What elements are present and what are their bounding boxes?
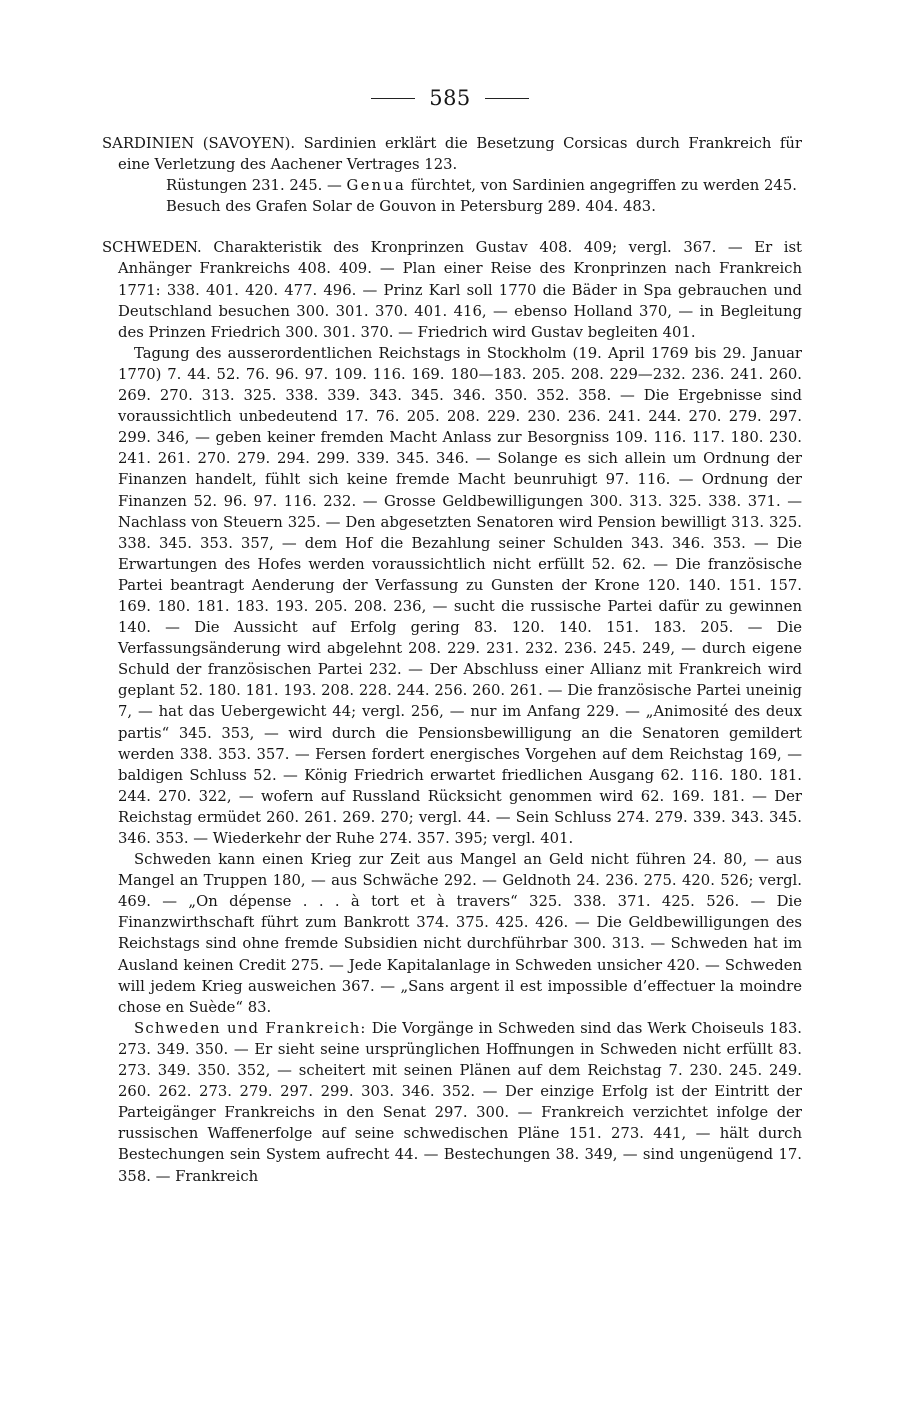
entry-heading: SARDINIEN (SAVOYEN). (102, 135, 296, 152)
paragraph (102, 1018, 802, 1187)
page-header (0, 86, 900, 110)
entry-heading: SCHWEDEN. (102, 239, 202, 257)
page-number: 585 (429, 86, 471, 110)
entry-text: Charakteristik des Kronprinzen Gustav 408. 409; vergl. 367. — Er ist Anhänger Frankreichs 408. 409. — Plan einer Reise des Kronprinzen nach Frankreich 1771: 338. 401. 420. 477. 496. — Prinz Karl soll 1770 die Bäder in Spa gebrauchen und Deutschland besuchen 300. 301. 370. 401. 416, — ebenso Holland 370, — in Begleitung des Prinzen Friedrich 300. 301. 370. — Friedrich wird Gustav begleiten 401. (118, 239, 802, 341)
entry-text: Rüstungen 231. 245. — (166, 177, 347, 195)
paragraph: Schweden kann einen Krieg zur Zeit aus Mangel an Geld nicht führen 24. 80, — aus Mangel an Truppen 180, — aus Schwäche 292. — Geldnoth 24. 236. 275. 420. 526; vergl. 469. — „On dépense . . . à tort et à travers“ 325. 338. 371. 425. 526. — Die Finanzwirthschaft führt zum Bankrott 374. 375. 425. 426. — Die Geldbewilligungen des Reichstags sind ohne fremde Subsidien nicht durchführbar 300. 313. — Schweden hat im Ausland keinen Credit 275. — Jede Kapitalanlage in Schweden unsicher 420. — Schweden will jedem Krieg ausweichen 367. — „Sans argent il est impossible d’effectuer la moindre chose en Suède“ 83. (118, 851, 802, 1016)
header-rule-right (485, 98, 529, 99)
entry-text: Sardinien erklärt die Besetzung Corsicas durch Frankreich für eine Verletzung des Aachener Vertrages 123. (118, 135, 802, 174)
paragraph (102, 237, 802, 342)
entry-schweden (102, 237, 802, 1186)
entry-text: Die Vorgänge in Schweden sind das Werk Choiseuls 183. 273. 349. 350. — Er sieht seine ursprünglichen Hoffnungen in Schweden nicht erfüllt 83. 273. 349. 350. 352, — scheitert mit seinen Plänen auf dem Reichstag 7. 230. 245. 249. 260. 262. 273. 279. 297. 299. 303. 346. 352. — Der einzige Erfolg ist der Eintritt der Parteigänger Frankreichs in den Senat 297. 300. — Frankreich verzichtet infolge der russischen Waffenerfolge auf seine schwedischen Pläne 151. 273. 441, — hält durch Bestechungen sein System aufrecht 44. — Bestechungen 38. 349, — sind ungenügend 17. 358. — Frankreich (118, 1019, 802, 1185)
spaced-name: Genua (346, 177, 407, 195)
entry-sardinien (102, 133, 802, 217)
paragraph: Tagung des ausserordentlichen Reichstags in Stockholm (19. April 1769 bis 29. Januar 1770) 7. 44. 52. 76. 96. 97. 109. 116. 169. 180—183. 205. 208. 229—232. 236. 241. 260. 269. 270. 313. 325. 338. 339. 343. 345. 346. 350. 352. 358. — Die Ergebnisse sind voraussichtlich unbedeutend 17. 76. 205. 208. 229. 230. 236. 241. 244. 270. 279. 297. 299. 346, — geben keiner fremden Macht Anlass zur Besorgniss 109. 116. 117. 180. 230. 241. 261. 270. 279. 294. 299. 339. 345. 346. — Solange es sich allein um Ordnung der Finanzen handelt, fühlt sich keine fremde Macht beunruhigt 97. 116. — Ordnung der Finanzen 52. 96. 97. 116. 232. — Grosse Geldbewilligungen 300. 313. 325. 338. 371. — Nachlass von Steuern 325. — Den abgesetzten Senatoren wird Pension bewilligt 313. 325. 338. 345. 353. 357, — dem Hof die Bezahlung seiner Schulden 343. 346. 353. — Die Erwartungen des Hofes werden voraussichtlich nicht erfüllt 52. 62. — Die französische Partei beantragt Aenderung der Verfassung zu Gunsten der Krone 120. 140. 151. 157. 169. 180. 181. 183. 193. 205. 208. 236, — sucht die russische Partei dafür zu gewinnen 140. — Die Aussicht auf Erfolg gering 83. 120. 140. 151. 183. 205. — Die Verfassungsänderung wird abgelehnt 208. 229. 231. 232. 236. 245. 249, — durch eigene Schuld der französischen Partei 232. — Der Abschluss einer Allianz mit Frankreich wird geplant 52. 180. 181. 193. 208. 228. 244. 256. 260. 261. — Die französische Partei uneinig 7, — hat das Uebergewicht 44; vergl. 256, — nur im Anfang 229. — „Animosité des deux partis“ 345. 353, — wird durch die Pensionsbewilligung an die Senatoren gemildert werden 338. 353. 357. — Fersen fordert energisches Vorgehen auf dem Reichstag 169, — baldigen Schluss 52. — König Friedrich erwartet friedlichen Ausgang 62. 116. 180. 181. 244. 270. 322, — wofern auf Russland Rücksicht genommen wird 62. 169. 181. — Der Reichstag ermüdet 260. 261. 269. 270; vergl. 44. — Sein Schluss 274. 279. 339. 343. 345. 346. 353. — Wiederkehr der Ruhe 274. 357. 395; vergl. 401. (118, 344, 802, 847)
entry-text: fürchtet, von Sardinien angegriffen zu werden 245. (406, 177, 797, 195)
index-content (102, 133, 802, 1207)
paragraph (102, 175, 802, 196)
paragraph (102, 133, 802, 175)
paragraph: Besuch des Grafen Solar de Gouvon in Petersburg 289. 404. 483. (166, 198, 656, 216)
spaced-name: Schweden und Frankreich: (134, 1019, 367, 1037)
header-rule-left (371, 98, 415, 99)
